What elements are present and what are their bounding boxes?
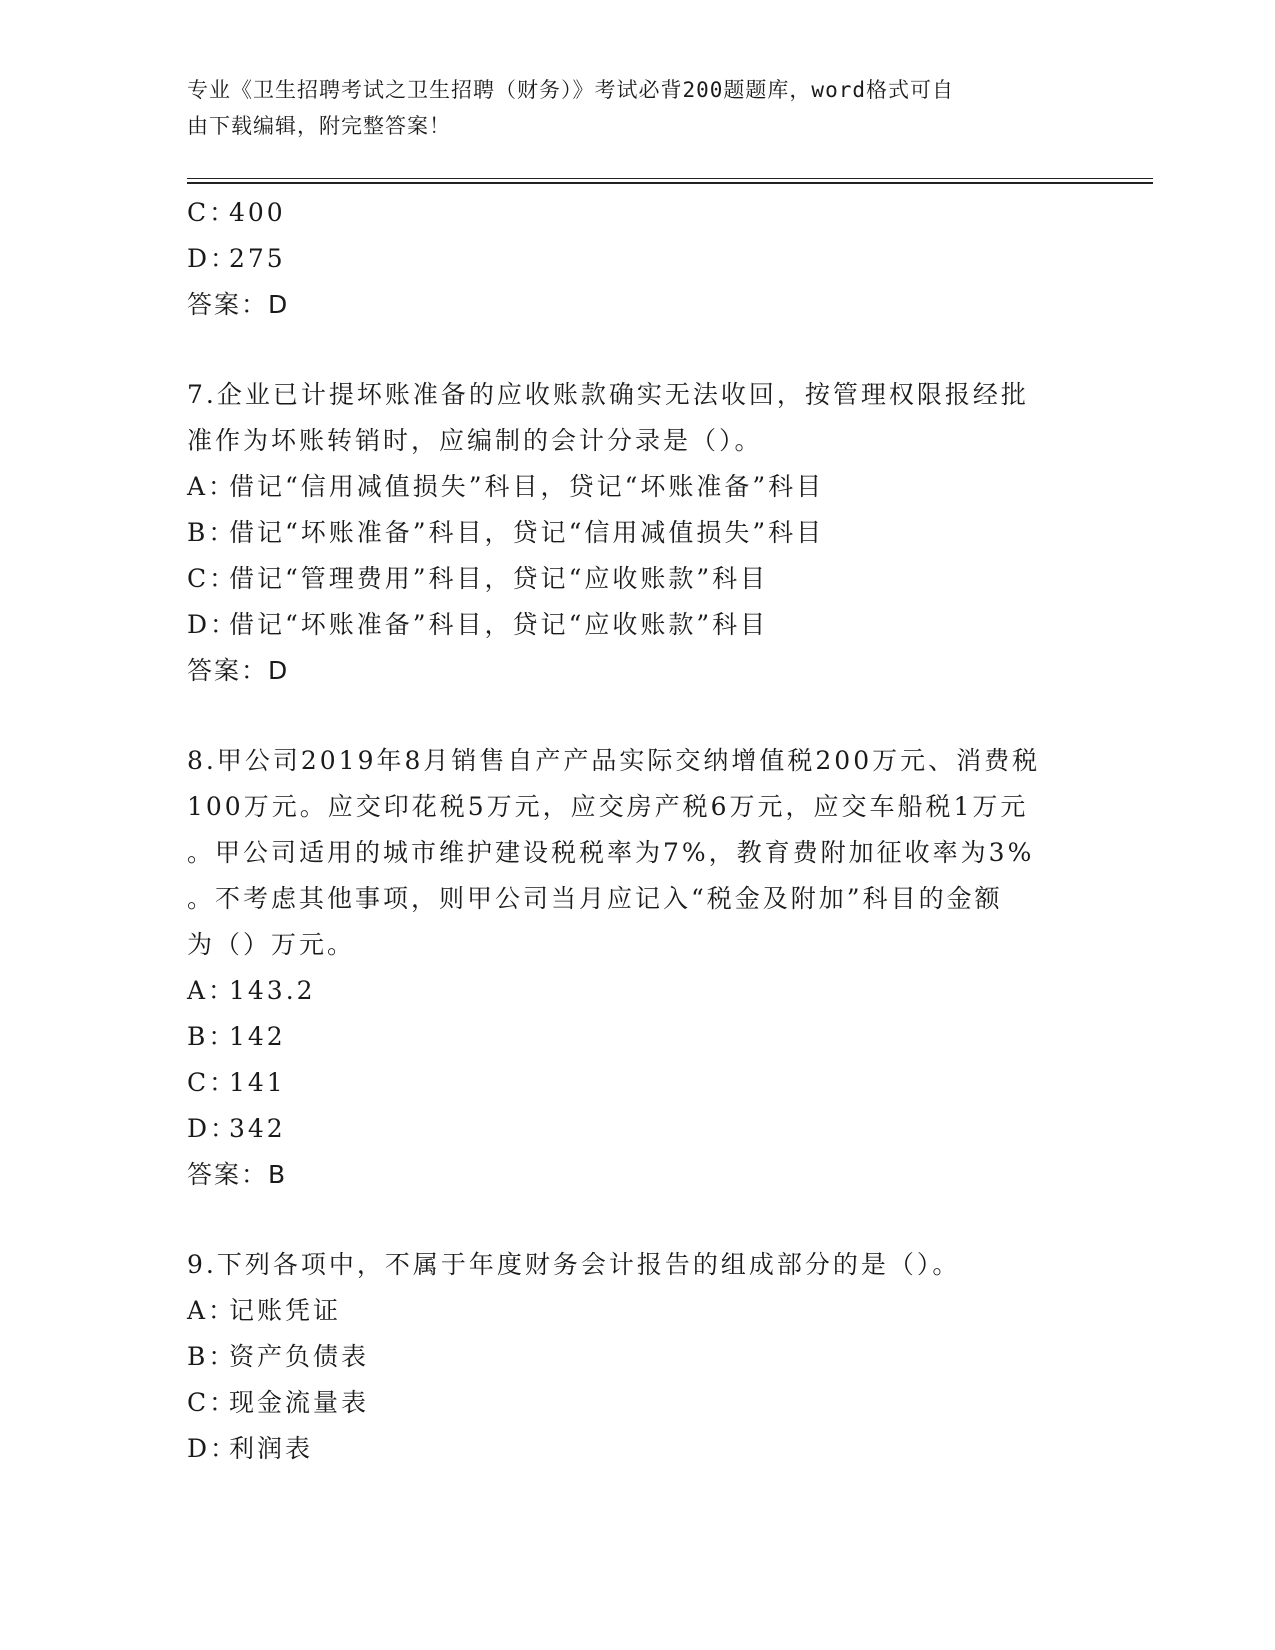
header-line-2: 由下载编辑，附完整答案！ bbox=[187, 114, 451, 138]
question-text: 8.甲公司2019年8月销售自产产品实际交纳增值税200万元、消费税 100万元。应交印花税5万元，应交房产税6万元，应交车船税1万元 。甲公司适用的城市维护建设税税率为7%，教育费附加征收率为3% 。不考虑其他事项，则甲公司当月应记入“税金及附加”科目的金额 为（）万元。 bbox=[187, 746, 1041, 959]
option-d: D：342 bbox=[187, 1114, 286, 1143]
option-a: A：借记“信用减值损失”科目，贷记“坏账准备”科目 bbox=[187, 472, 825, 501]
prev-question bbox=[187, 190, 1107, 328]
option-d: D：275 bbox=[187, 244, 286, 273]
option-a: A：143.2 bbox=[187, 976, 316, 1005]
document-header bbox=[187, 72, 1087, 144]
option-b: B：资产负债表 bbox=[187, 1342, 370, 1371]
option-c: C：141 bbox=[187, 1068, 286, 1097]
option-c: C：借记“管理费用”科目，贷记“应收账款”科目 bbox=[187, 564, 769, 593]
option-b: B：借记“坏账准备”科目，贷记“信用减值损失”科目 bbox=[187, 518, 825, 547]
question-9 bbox=[187, 1242, 1107, 1472]
document-body bbox=[187, 190, 1107, 1472]
header-divider-thick bbox=[187, 182, 1153, 184]
header-line-1: 专业《卫生招聘考试之卫生招聘（财务）》考试必背200题题库，word格式可自 bbox=[187, 78, 954, 102]
question-text: 9.下列各项中，不属于年度财务会计报告的组成部分的是（）。 bbox=[187, 1250, 961, 1279]
option-b: B：142 bbox=[187, 1022, 286, 1051]
question-8 bbox=[187, 738, 1107, 1198]
option-c: C：400 bbox=[187, 198, 286, 227]
header-divider-thin bbox=[187, 178, 1153, 179]
answer: 答案：D bbox=[187, 290, 290, 319]
question-text: 7.企业已计提坏账准备的应收账款确实无法收回，按管理权限报经批 准作为坏账转销时，应编制的会计分录是（）。 bbox=[187, 380, 1029, 455]
option-d: D：借记“坏账准备”科目，贷记“应收账款”科目 bbox=[187, 610, 769, 639]
option-c: C：现金流量表 bbox=[187, 1388, 370, 1417]
answer: 答案：D bbox=[187, 656, 290, 685]
question-7 bbox=[187, 372, 1107, 694]
option-a: A：记账凭证 bbox=[187, 1296, 342, 1325]
answer: 答案：B bbox=[187, 1160, 288, 1189]
option-d: D：利润表 bbox=[187, 1434, 314, 1463]
